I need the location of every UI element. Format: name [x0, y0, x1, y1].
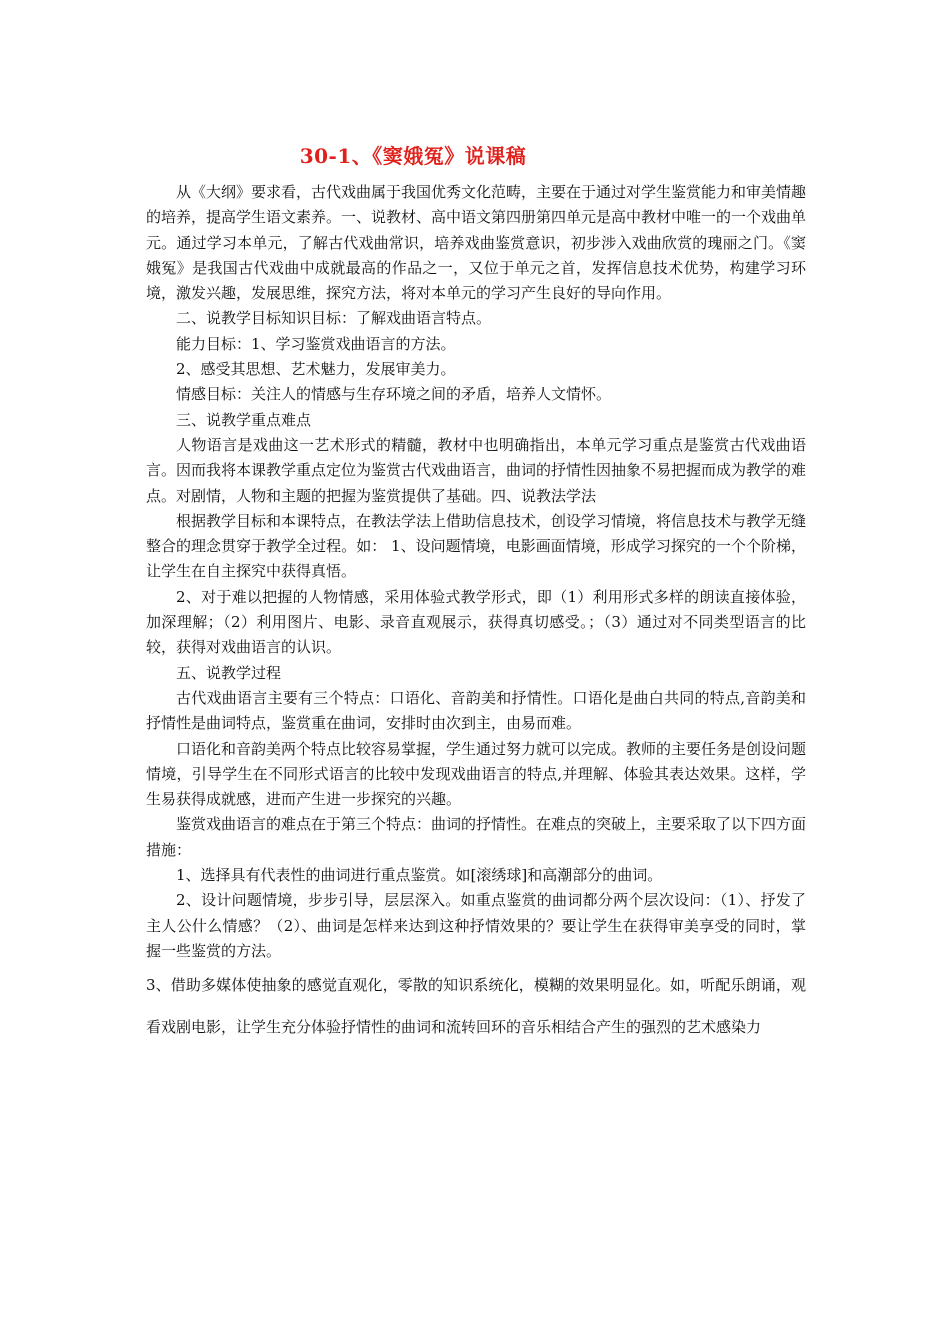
paragraph-difficulty: 鉴赏戏曲语言的难点在于第三个特点：曲词的抒情性。在难点的突破上，主要采取了以下四方面措施： [146, 815, 807, 859]
paragraph-objectives-heading: 二、说教学目标知识目标：了解戏曲语言特点。 [176, 309, 492, 328]
paragraph-key-points: 人物语言是戏曲这一艺术形式的精髓，教材中也明确指出，本单元学习重点是鉴赏古代戏曲语言。因而我将本课教学重点定位为鉴赏古代戏曲语言，曲词的抒情性因抽象不易把握而成为教学的难点。对剧情，人物和主题的把握为鉴赏提供了基础。四、说教法学法 [146, 435, 807, 505]
paragraph-measure-2: 2、设计问题情境，步步引导，层层深入。如重点鉴赏的曲词都分两个层次设问：（1）、抒发了主人公什么情感？（2）、曲词是怎样来达到这种抒情效果的？要让学生在获得审美享受的同时，掌握一些鉴赏的方法。 [146, 891, 806, 960]
paragraph-methods-2: 2、对于难以把握的人物情感，采用体验式教学形式，即（1）利用形式多样的朗读直接体验，加深理解；（2）利用图片、电影、录音直观展示，获得真切感受。；（3）通过对不同类型语言的比较，获得对戏曲语言的认识。 [146, 587, 806, 657]
paragraph-measure-3: 3、借助多媒体使抽象的感觉直观化，零散的知识系统化，模糊的效果明显化。如，听配乐朗诵，观看戏剧电影，让学生充分体验抒情性的曲词和流转回环的音乐相结合产生的强烈的艺术感染力 [146, 976, 806, 1037]
paragraph-key-points-heading: 三、说教学重点难点 [176, 410, 312, 429]
document-title: 30-1、《窦娥冤》说课稿 [299, 144, 527, 168]
paragraph-emotion-objective: 情感目标：关注人的情感与生存环境之间的矛盾，培养人文情怀。 [176, 385, 612, 404]
paragraph-process-tasks: 口语化和音韵美两个特点比较容易掌握，学生通过努力就可以完成。教师的主要任务是创设问题情境，引导学生在不同形式语言的比较中发现戏曲语言的特点,并理解、体验其表达效果。这样，学生易获得成就感，进而产生进一步探究的兴趣。 [146, 739, 807, 809]
paragraph-measure-1: 1、选择具有代表性的曲词进行重点鉴赏。如[滚绣球]和高潮部分的曲词。 [176, 866, 663, 885]
paragraph-methods: 根据教学目标和本课特点，在教法学法上借助信息技术，创设学习情境，将信息技术与教学无缝整合的理念贯穿于教学全过程。如： 1、设问题情境，电影画面情境，形成学习探究的一个个阶梯，让学生在自主探究中获得真悟。 [146, 511, 807, 581]
paragraph-intro: 从《大纲》要求看，古代戏曲属于我国优秀文化范畴，主要在于通过对学生鉴赏能力和审美情趣的培养，提高学生语文素养。一、说教材、高中语文第四册第四单元是高中教材中唯一的一个戏曲单元。通过学习本单元，了解古代戏曲常识，培养戏曲鉴赏意识，初步涉入戏曲欣赏的瑰丽之门。《窦娥冤》是我国古代戏曲中成就最高的作品之一，又位于单元之首，发挥信息技术优势，构建学习环境，激发兴趣，发展思维，探究方法，将对本单元的学习产生良好的导向作用。 [146, 183, 807, 303]
paragraph-process-features: 古代戏曲语言主要有三个特点：口语化、音韵美和抒情性。口语化是曲白共同的特点,音韵美和抒情性是曲词特点，鉴赏重在曲词，安排时由次到主，由易而难。 [146, 688, 806, 733]
paragraph-ability-objective-2: 2、感受其思想、艺术魅力，发展审美力。 [176, 360, 456, 379]
document-body [146, 180, 806, 1048]
paragraph-process-heading: 五、说教学过程 [176, 663, 282, 682]
paragraph-ability-objective: 能力目标：1、学习鉴赏戏曲语言的方法。 [176, 334, 456, 353]
